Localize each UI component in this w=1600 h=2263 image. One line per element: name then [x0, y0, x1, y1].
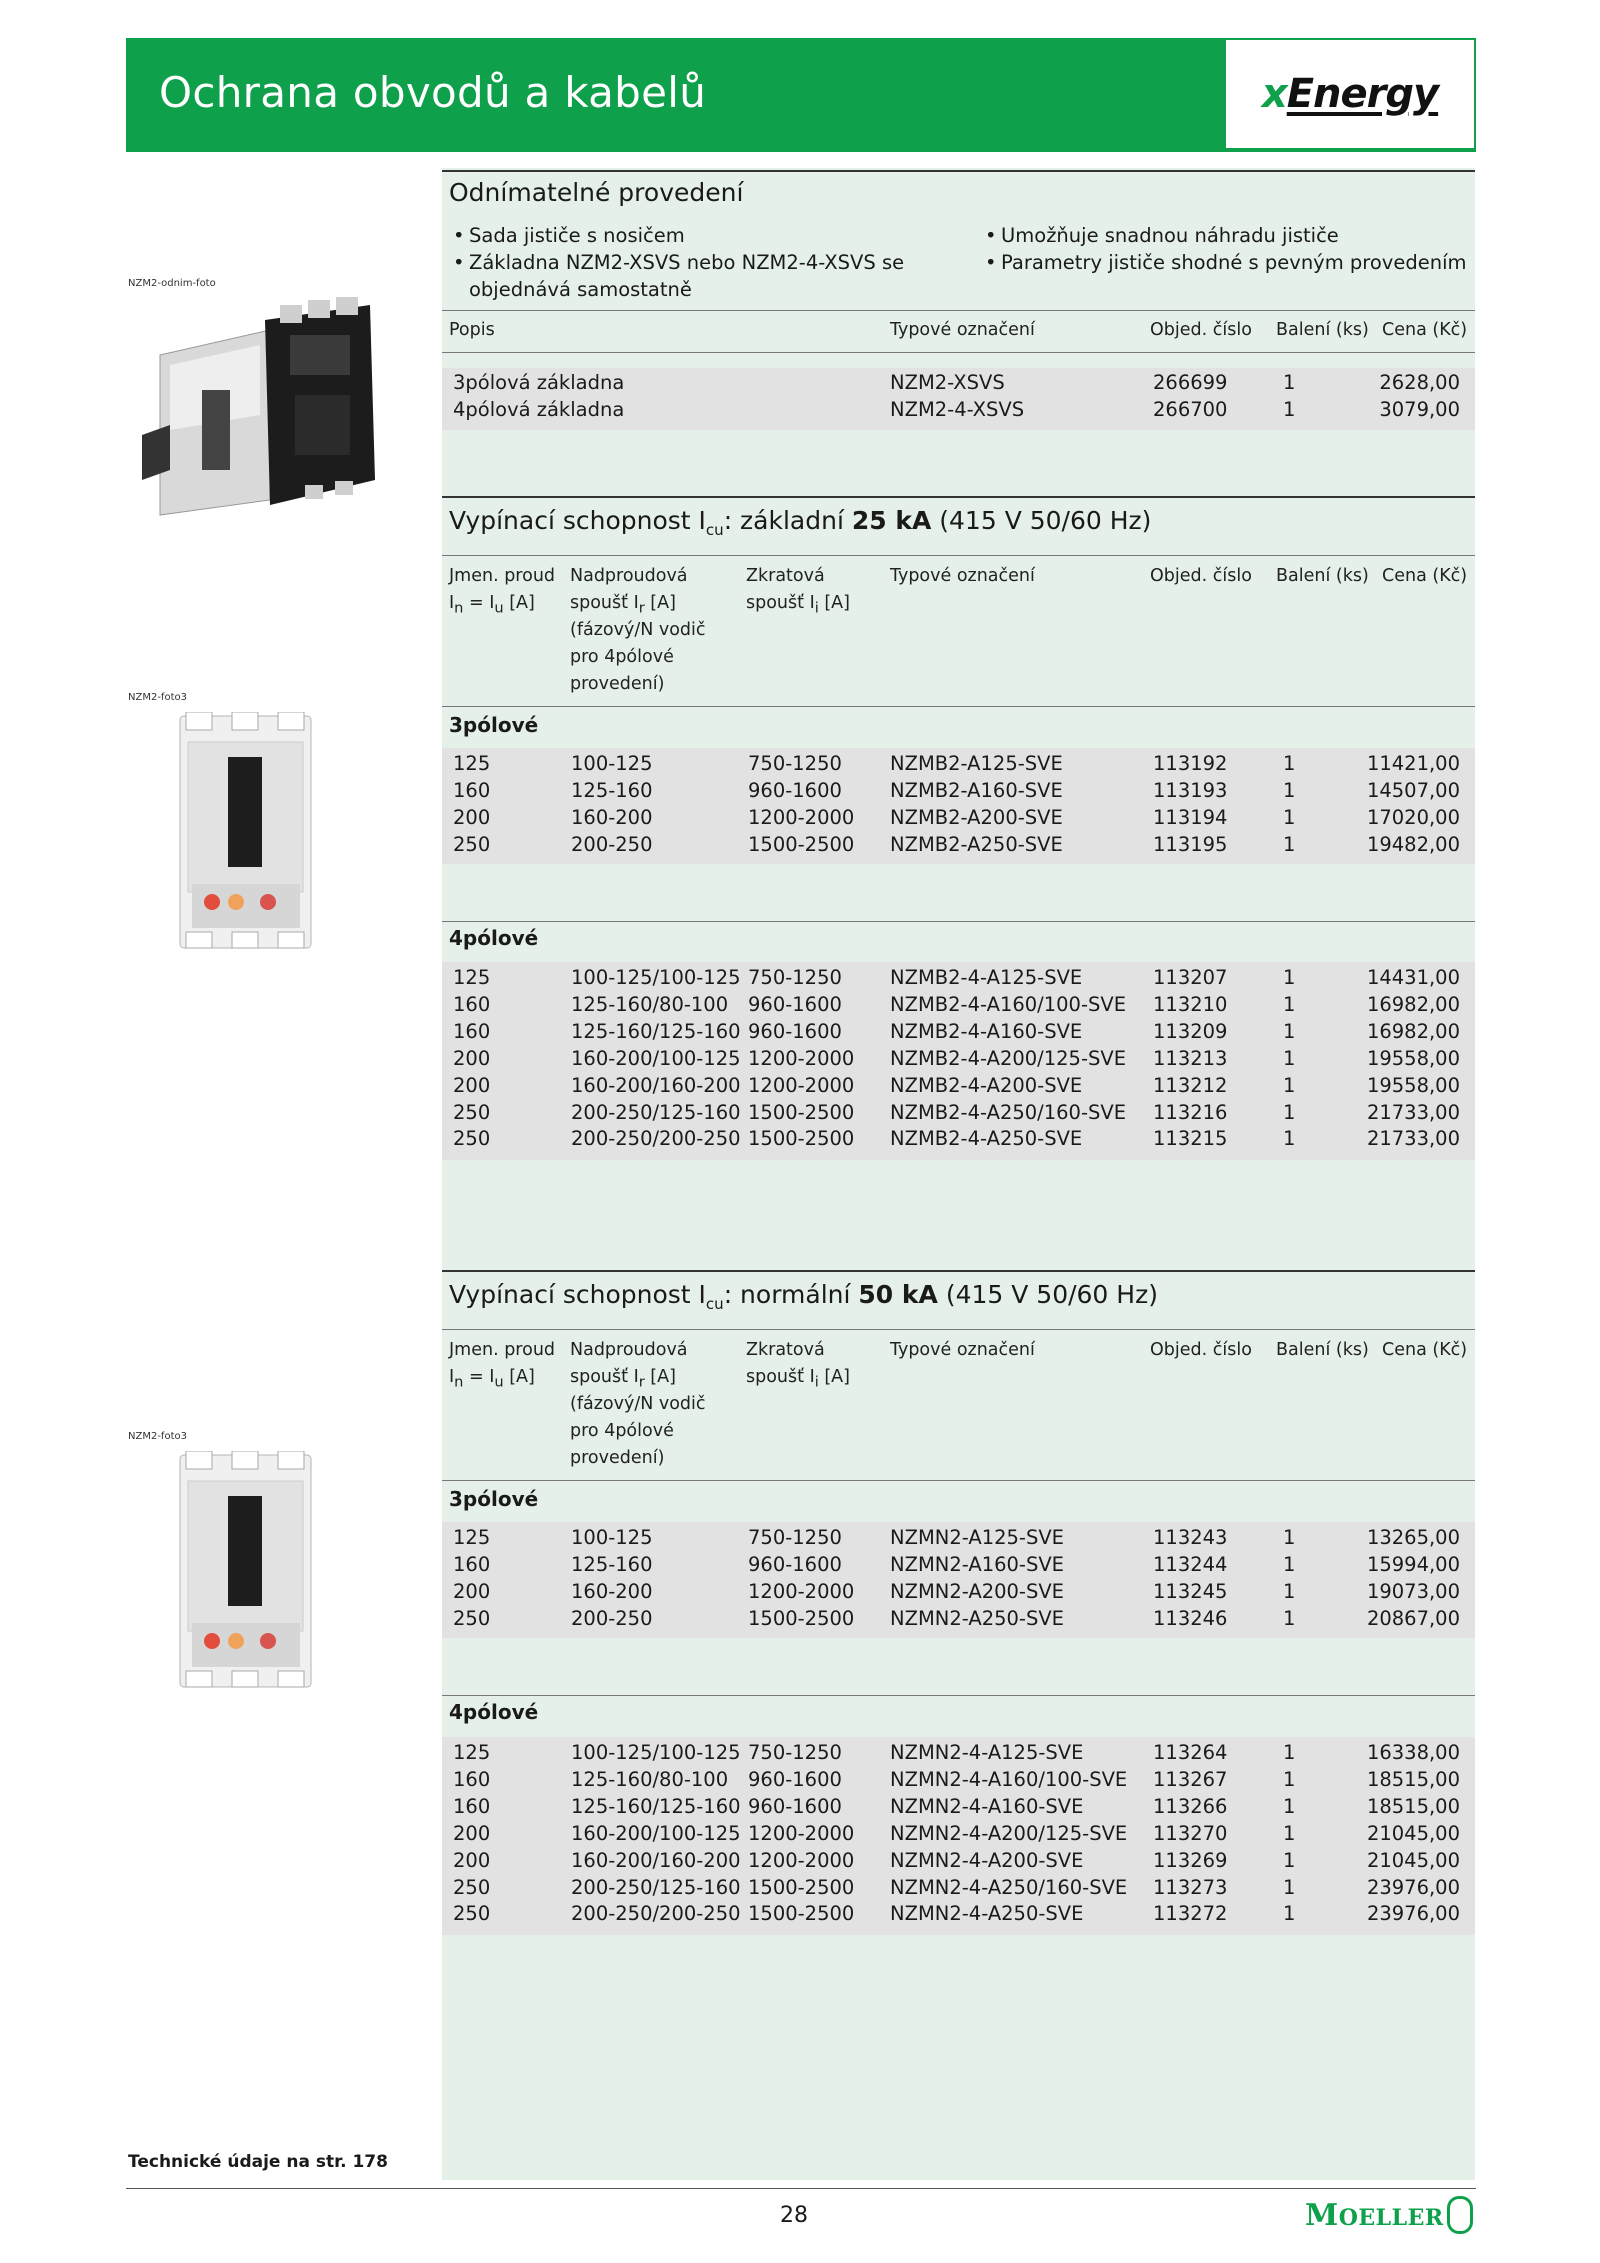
- table-cell: NZMN2-A125-SVE: [890, 1526, 1065, 1549]
- col-header-jmen: Jmen. proud: [449, 566, 556, 586]
- table-cell: 16982,00: [1366, 1019, 1460, 1043]
- table-cell: 750-1250: [748, 1741, 842, 1764]
- table-cell: 125: [453, 1741, 491, 1764]
- col-header-obj: Objed. číslo: [1150, 1340, 1252, 1360]
- table-cell: 1: [1283, 1741, 1296, 1764]
- section-rule: [442, 170, 1475, 172]
- table-cell: 3pólová základna: [453, 371, 625, 394]
- table-cell: 125: [453, 966, 491, 989]
- table-cell: 1500-2500: [748, 1902, 855, 1926]
- table-cell: 16982,00: [1366, 992, 1460, 1016]
- table-cell: 160: [453, 1794, 491, 1818]
- col-header-jmen-formula: $I_n = I_u$ [A]: [449, 593, 535, 617]
- table-cell: 20867,00: [1366, 1606, 1460, 1630]
- col-header-cena: Cena (Kč): [1382, 320, 1468, 340]
- table-cell: 125: [453, 752, 491, 775]
- table-cell: 1: [1283, 752, 1296, 775]
- table-cell: 1: [1283, 1821, 1296, 1845]
- table-cell: NZMN2-4-A200/125-SVE: [890, 1821, 1128, 1845]
- table-cell: 113207: [1153, 966, 1228, 989]
- bullet-item: • Sada jističe s nosičem: [469, 222, 685, 249]
- table-cell: 200: [453, 1848, 491, 1872]
- table-cell: NZMN2-4-A250-SVE: [890, 1902, 1084, 1926]
- table-cell: 960-1600: [748, 1552, 842, 1576]
- col-header-zkr-formula: spoušť $I_i$ [A]: [746, 1367, 850, 1391]
- table-rule: [442, 555, 1475, 556]
- table-cell: 113264: [1153, 1741, 1228, 1764]
- table-cell: 100-125/100-125: [571, 1741, 741, 1764]
- table-cell: NZMB2-4-A200/125-SVE: [890, 1046, 1127, 1070]
- page-number: 28: [780, 2203, 808, 2228]
- table-cell: NZMN2-4-A250/160-SVE: [890, 1875, 1128, 1899]
- table-cell: NZMB2-4-A250/160-SVE: [890, 1100, 1127, 1124]
- table-cell: NZMB2-A250-SVE: [890, 832, 1063, 856]
- table-cell: 200: [453, 1046, 491, 1070]
- table-cell: 19482,00: [1366, 832, 1460, 856]
- table-cell: 2628,00: [1379, 371, 1460, 394]
- page-title: Ochrana obvodů a kabelů: [159, 68, 707, 117]
- col-header-popis: Popis: [449, 320, 495, 340]
- table-cell: 1: [1283, 805, 1296, 829]
- table-cell: 1: [1283, 1794, 1296, 1818]
- table-cell: 160-200: [571, 805, 653, 829]
- table-cell: 1200-2000: [748, 1848, 855, 1872]
- table-cell: 750-1250: [748, 752, 842, 775]
- table-cell: NZMN2-A200-SVE: [890, 1579, 1065, 1603]
- col-header-zkr: Zkratová: [746, 566, 825, 586]
- table-cell: 125-160/80-100: [571, 1767, 729, 1791]
- group-label-4pole: 4pólové: [449, 926, 539, 950]
- table-cell: 113273: [1153, 1875, 1228, 1899]
- table-cell: NZMB2-4-A250-SVE: [890, 1127, 1083, 1151]
- table-cell: 23976,00: [1366, 1902, 1460, 1926]
- table-cell: 1200-2000: [748, 805, 855, 829]
- table-cell: 113269: [1153, 1848, 1228, 1872]
- logo-x: x: [1261, 71, 1287, 117]
- table-cell: 250: [453, 1127, 491, 1151]
- table-cell: 160: [453, 1019, 491, 1043]
- bullet-item: • Základna NZM2-XSVS nebo NZM2-4-XSVS se objednává samostatně: [469, 249, 909, 303]
- col-header-zkr: Zkratová: [746, 1340, 825, 1360]
- table-cell: 113245: [1153, 1579, 1228, 1603]
- table-cell: NZMN2-A160-SVE: [890, 1552, 1065, 1576]
- table-cell: 100-125: [571, 1526, 653, 1549]
- table-cell: 18515,00: [1366, 1767, 1460, 1791]
- table-cell: 1200-2000: [748, 1046, 855, 1070]
- table-cell: 3079,00: [1379, 398, 1460, 421]
- table-cell: NZMB2-4-A160-SVE: [890, 1019, 1083, 1043]
- section-rule: [442, 1270, 1475, 1272]
- table-cell: 160-200: [571, 1579, 653, 1603]
- table-cell: 160-200/160-200: [571, 1073, 741, 1097]
- table-cell: NZM2-XSVS: [890, 371, 1005, 394]
- table-cell: 1: [1283, 371, 1296, 394]
- col-header-cena: Cena (Kč): [1382, 566, 1468, 586]
- table-cell: 4pólová základna: [453, 398, 625, 421]
- table-cell: 125-160/125-160: [571, 1794, 741, 1818]
- table-cell: 1: [1283, 1767, 1296, 1791]
- table-cell: 14431,00: [1366, 966, 1460, 989]
- table-rule: [442, 1480, 1475, 1481]
- table-rule: [442, 1695, 1475, 1696]
- col-header-obj: Objed. číslo: [1150, 320, 1252, 340]
- table-rule: [442, 310, 1475, 311]
- table-cell: 160: [453, 1767, 491, 1791]
- table-rule: [442, 1329, 1475, 1330]
- table-cell: 113270: [1153, 1821, 1228, 1845]
- table-cell: 1200-2000: [748, 1073, 855, 1097]
- table-cell: 200: [453, 805, 491, 829]
- table-cell: 113192: [1153, 752, 1228, 775]
- table-cell: NZMB2-4-A160/100-SVE: [890, 992, 1127, 1016]
- table-cell: NZMN2-4-A200-SVE: [890, 1848, 1084, 1872]
- table-cell: 113193: [1153, 778, 1228, 802]
- table-cell: 200-250: [571, 1606, 653, 1630]
- col-header-jmen-formula: $I_n = I_u$ [A]: [449, 1367, 535, 1391]
- section-title-50ka: Vypínací schopnost $I_{cu}$: normální 50 kA (415 V 50/60 Hz): [449, 1280, 1158, 1313]
- table-cell: 113246: [1153, 1606, 1228, 1630]
- table-cell: 125: [453, 1526, 491, 1549]
- table-cell: NZMN2-A250-SVE: [890, 1606, 1065, 1630]
- table-cell: 113272: [1153, 1902, 1228, 1926]
- technical-data-note: Technické údaje na str. 178: [128, 2152, 388, 2172]
- table-cell: 113267: [1153, 1767, 1228, 1791]
- table-cell: 1: [1283, 1019, 1296, 1043]
- table-cell: 266700: [1153, 398, 1228, 421]
- photo-caption: NZM2-foto3: [128, 1431, 187, 1442]
- table-cell: NZMB2-4-A200-SVE: [890, 1073, 1083, 1097]
- footer-rule: [126, 2188, 1476, 2189]
- col-header-zkr-formula: spoušť $I_i$ [A]: [746, 593, 850, 617]
- table-cell: 1: [1283, 1606, 1296, 1630]
- table-cell: 113209: [1153, 1019, 1228, 1043]
- table-cell: 113266: [1153, 1794, 1228, 1818]
- table-cell: 160-200/100-125: [571, 1821, 741, 1845]
- table-cell: 1: [1283, 1552, 1296, 1576]
- table-cell: 125-160/80-100: [571, 992, 729, 1016]
- col-header-nadp-note: provedení): [570, 1448, 665, 1468]
- table-cell: NZMN2-4-A160/100-SVE: [890, 1767, 1128, 1791]
- table-cell: NZMB2-A160-SVE: [890, 778, 1063, 802]
- table-cell: 1: [1283, 1073, 1296, 1097]
- table-cell: NZMB2-4-A125-SVE: [890, 966, 1083, 989]
- table-cell: 1500-2500: [748, 1606, 855, 1630]
- table-cell: 1: [1283, 1875, 1296, 1899]
- table-cell: 1: [1283, 1526, 1296, 1549]
- table-cell: 1: [1283, 1848, 1296, 1872]
- table-cell: 21045,00: [1366, 1821, 1460, 1845]
- moeller-mark-icon: [1447, 2196, 1473, 2234]
- table-cell: 113195: [1153, 832, 1228, 856]
- table-cell: 200-250/200-250: [571, 1902, 741, 1926]
- table-cell: 200-250/125-160: [571, 1100, 741, 1124]
- table-cell: 750-1250: [748, 966, 842, 989]
- table-cell: 1: [1283, 778, 1296, 802]
- table-cell: 200: [453, 1579, 491, 1603]
- table-cell: 750-1250: [748, 1526, 842, 1549]
- col-header-jmen: Jmen. proud: [449, 1340, 556, 1360]
- col-header-typ: Typové označení: [890, 320, 1035, 340]
- group-label-3pole: 3pólové: [449, 1487, 539, 1511]
- table-cell: 250: [453, 1902, 491, 1926]
- table-cell: 11421,00: [1366, 752, 1460, 775]
- col-header-nadp-note: provedení): [570, 674, 665, 694]
- section-title-odnimatelne: Odnímatelné provedení: [449, 178, 744, 207]
- table-cell: 125-160: [571, 778, 653, 802]
- table-cell: 1500-2500: [748, 1100, 855, 1124]
- table-cell: NZMN2-4-A125-SVE: [890, 1741, 1084, 1764]
- col-header-bal: Balení (ks): [1276, 320, 1369, 340]
- table-cell: 1500-2500: [748, 1875, 855, 1899]
- col-header-bal: Balení (ks): [1276, 566, 1369, 586]
- group-label-3pole: 3pólové: [449, 713, 539, 737]
- table-cell: 18515,00: [1366, 1794, 1460, 1818]
- breaker-removable-photo: [130, 295, 380, 525]
- col-header-nadp-formula: spoušť $I_r$ [A]: [570, 593, 676, 617]
- section-title-25ka: Vypínací schopnost $I_{cu}$: základní 25 kA (415 V 50/60 Hz): [449, 506, 1152, 539]
- table-cell: 160: [453, 992, 491, 1016]
- table-cell: 1200-2000: [748, 1821, 855, 1845]
- table-cell: 1: [1283, 1127, 1296, 1151]
- breaker-50ka-photo: [178, 1451, 313, 1691]
- table-rule: [442, 706, 1475, 707]
- table-cell: 200-250/200-250: [571, 1127, 741, 1151]
- col-header-nadp-note: pro 4pólové: [570, 647, 674, 667]
- table-cell: 250: [453, 1100, 491, 1124]
- table-cell: 113243: [1153, 1526, 1228, 1549]
- table-cell: 960-1600: [748, 1794, 842, 1818]
- table-cell: NZMB2-A200-SVE: [890, 805, 1063, 829]
- table-cell: 160-200/160-200: [571, 1848, 741, 1872]
- table-cell: NZMB2-A125-SVE: [890, 752, 1063, 775]
- table-cell: 113213: [1153, 1046, 1228, 1070]
- table-cell: 200-250: [571, 832, 653, 856]
- table-rule: [442, 352, 1475, 353]
- table-cell: 960-1600: [748, 992, 842, 1016]
- table-cell: 1: [1283, 992, 1296, 1016]
- table-cell: 21733,00: [1366, 1127, 1460, 1151]
- xenergy-logo: [1226, 40, 1474, 148]
- table-cell: 17020,00: [1366, 805, 1460, 829]
- table-cell: 113216: [1153, 1100, 1228, 1124]
- table-cell: 23976,00: [1366, 1875, 1460, 1899]
- table-cell: 1: [1283, 1579, 1296, 1603]
- table-cell: 960-1600: [748, 1767, 842, 1791]
- table-cell: 1: [1283, 1902, 1296, 1926]
- table-cell: 113212: [1153, 1073, 1228, 1097]
- group-label-4pole: 4pólové: [449, 1700, 539, 1724]
- col-header-nadp-note: pro 4pólové: [570, 1421, 674, 1441]
- photo-caption: NZM2-foto3: [128, 692, 187, 703]
- col-header-cena: Cena (Kč): [1382, 1340, 1468, 1360]
- bullet-item: • Umožňuje snadnou náhradu jističe: [1001, 222, 1339, 249]
- table-cell: 1: [1283, 398, 1296, 421]
- table-cell: 250: [453, 1606, 491, 1630]
- col-header-nadp-note: (fázový/N vodič: [570, 620, 706, 640]
- table-cell: 1500-2500: [748, 1127, 855, 1151]
- table-cell: 16338,00: [1366, 1741, 1460, 1764]
- table-cell: 1200-2000: [748, 1579, 855, 1603]
- breaker-25ka-photo: [178, 712, 313, 952]
- col-header-nadp: Nadproudová: [570, 1340, 688, 1360]
- table-cell: 160-200/100-125: [571, 1046, 741, 1070]
- table-cell: 1: [1283, 832, 1296, 856]
- table-cell: 21045,00: [1366, 1848, 1460, 1872]
- bullet-item: • Parametry jističe shodné s pevným provedením: [1001, 249, 1467, 276]
- table-cell: 125-160: [571, 1552, 653, 1576]
- table-cell: 113194: [1153, 805, 1228, 829]
- table-cell: 19558,00: [1366, 1046, 1460, 1070]
- table-cell: 960-1600: [748, 1019, 842, 1043]
- table-cell: 100-125: [571, 752, 653, 775]
- col-header-nadp-formula: spoušť $I_r$ [A]: [570, 1367, 676, 1391]
- table-cell: 160: [453, 1552, 491, 1576]
- table-cell: 125-160/125-160: [571, 1019, 741, 1043]
- table-cell: 266699: [1153, 371, 1228, 394]
- col-header-nadp: Nadproudová: [570, 566, 688, 586]
- col-header-nadp-note: (fázový/N vodič: [570, 1394, 706, 1414]
- table-cell: 1500-2500: [748, 832, 855, 856]
- table-cell: 250: [453, 1875, 491, 1899]
- table-cell: 200: [453, 1073, 491, 1097]
- col-header-typ: Typové označení: [890, 1340, 1035, 1360]
- table-cell: 100-125/100-125: [571, 966, 741, 989]
- table-cell: 200-250/125-160: [571, 1875, 741, 1899]
- table-cell: 15994,00: [1366, 1552, 1460, 1576]
- moeller-logo: MOELLER: [1305, 2198, 1444, 2233]
- table-cell: 113210: [1153, 992, 1228, 1016]
- col-header-typ: Typové označení: [890, 566, 1035, 586]
- table-cell: 1: [1283, 966, 1296, 989]
- table-cell: 19073,00: [1366, 1579, 1460, 1603]
- table-cell: 1: [1283, 1100, 1296, 1124]
- table-cell: NZMN2-4-A160-SVE: [890, 1794, 1084, 1818]
- table-cell: 960-1600: [748, 778, 842, 802]
- table-cell: 1: [1283, 1046, 1296, 1070]
- logo-energy: Energy: [1286, 71, 1439, 117]
- table-cell: 113244: [1153, 1552, 1228, 1576]
- table-cell: 19558,00: [1366, 1073, 1460, 1097]
- table-cell: 200: [453, 1821, 491, 1845]
- table-cell: 113215: [1153, 1127, 1228, 1151]
- page-header: [126, 38, 1476, 152]
- table-cell: 14507,00: [1366, 778, 1460, 802]
- col-header-bal: Balení (ks): [1276, 1340, 1369, 1360]
- table-cell: 160: [453, 778, 491, 802]
- table-cell: 21733,00: [1366, 1100, 1460, 1124]
- photo-caption: NZM2-odnim-foto: [128, 278, 216, 289]
- table-cell: 13265,00: [1366, 1526, 1460, 1549]
- table-rule: [442, 921, 1475, 922]
- col-header-obj: Objed. číslo: [1150, 566, 1252, 586]
- table-cell: NZM2-4-XSVS: [890, 398, 1025, 421]
- section-rule: [442, 496, 1475, 498]
- table-cell: 250: [453, 832, 491, 856]
